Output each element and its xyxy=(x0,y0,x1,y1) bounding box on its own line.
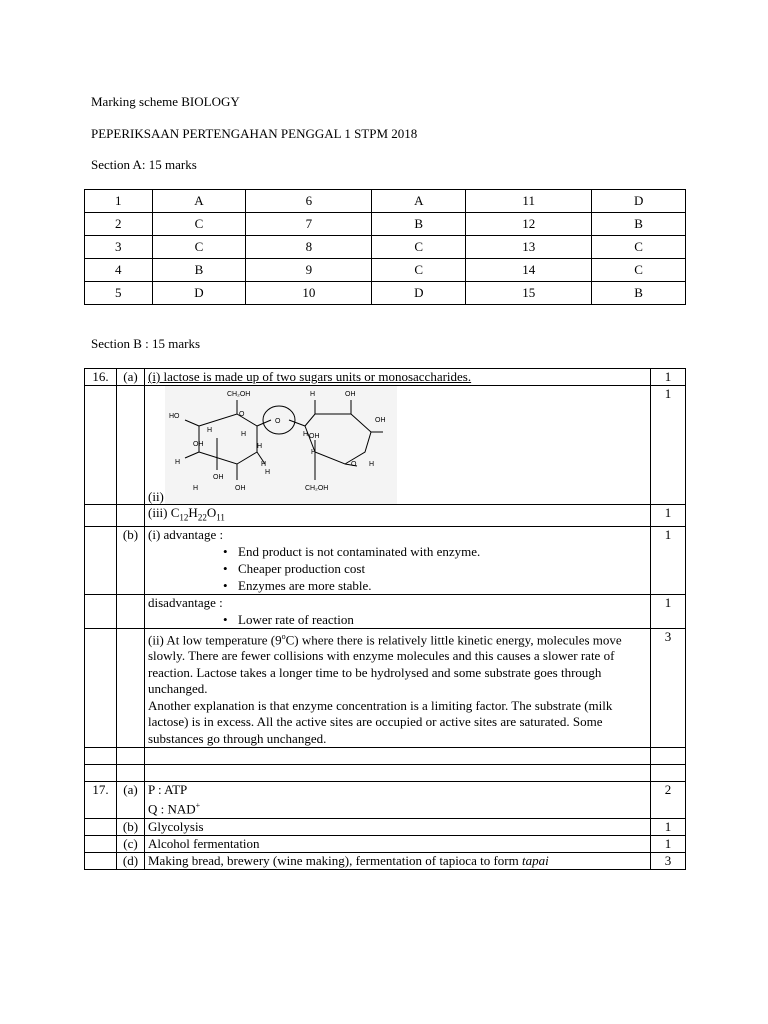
mark-cell: 1 xyxy=(651,818,686,835)
section-a-heading: Section A: 15 marks xyxy=(91,157,197,172)
lactose-structure-diagram xyxy=(165,386,397,504)
molecule-label: H xyxy=(240,431,246,438)
formula-part: 11 xyxy=(216,512,225,523)
mark-cell: 1 xyxy=(651,526,686,594)
disadvantage-list xyxy=(148,611,647,628)
molecule-label: O xyxy=(238,411,245,418)
mark-cell: 1 xyxy=(651,594,686,628)
answer-cell xyxy=(145,526,651,594)
molecule-label: OH xyxy=(344,391,356,398)
table-row xyxy=(85,628,686,748)
answer-cell: B xyxy=(592,213,686,236)
question-number-cell: 11 xyxy=(466,190,592,213)
molecule-label: H xyxy=(302,431,308,438)
mark-cell: 1 xyxy=(651,369,686,386)
answer-cell xyxy=(145,852,651,869)
molecule-label: H xyxy=(260,461,266,468)
answer-cell: C xyxy=(592,259,686,282)
section-b-marking-table xyxy=(84,368,686,870)
question-number-cell: 9 xyxy=(246,259,372,282)
answer-cell xyxy=(145,386,651,505)
molecule-label: OH xyxy=(234,485,246,492)
formula-part: H xyxy=(188,505,198,520)
answer-cell: C xyxy=(592,236,686,259)
table-row xyxy=(85,526,686,594)
answer-cell: D xyxy=(372,282,466,305)
mark-cell: 1 xyxy=(651,835,686,852)
mark-cell: 2 xyxy=(651,782,686,818)
answer-cell xyxy=(145,369,651,386)
degree-sign: o xyxy=(281,631,286,641)
formula-part: 12 xyxy=(179,512,189,523)
list-item: • End product is not contaminated with enzyme. xyxy=(238,543,647,560)
superscript: + xyxy=(195,801,201,811)
question-number-cell: 5 xyxy=(85,282,153,305)
mark-cell: 3 xyxy=(651,852,686,869)
formula-part: 22 xyxy=(197,512,207,523)
answer-cell: A xyxy=(152,190,246,213)
answer-cell: C xyxy=(372,259,466,282)
table-row xyxy=(85,818,686,835)
table-row xyxy=(85,282,686,305)
question-number-cell: 12 xyxy=(466,213,592,236)
molecule-label: OH xyxy=(192,441,204,448)
molecule-label: CH₂OH xyxy=(304,485,329,492)
table-row xyxy=(85,782,686,818)
table-row xyxy=(85,835,686,852)
answer-text: (ii) xyxy=(148,489,164,504)
molecule-label: H xyxy=(206,427,212,434)
answer-cell: Alcohol fermentation xyxy=(145,835,651,852)
table-row xyxy=(85,190,686,213)
table-row xyxy=(85,505,686,527)
molecule-label: CH₂OH xyxy=(226,391,251,398)
table-row xyxy=(85,765,686,782)
table-row xyxy=(85,852,686,869)
molecule-label: OH xyxy=(308,433,320,440)
answer-cell: B xyxy=(152,259,246,282)
part-label: (b) xyxy=(117,818,145,835)
section-a-answer-table xyxy=(84,189,686,305)
molecule-label: O xyxy=(274,418,281,425)
answer-cell: B xyxy=(592,282,686,305)
list-item: • Enzymes are more stable. xyxy=(238,577,647,594)
question-number-cell: 10 xyxy=(246,282,372,305)
part-label: (a) xyxy=(117,369,145,386)
molecule-label: H xyxy=(309,391,315,398)
answer-text: disadvantage : xyxy=(148,594,223,610)
advantage-list xyxy=(148,543,647,594)
answer-cell xyxy=(145,594,651,628)
part-label: (d) xyxy=(117,852,145,869)
molecule-label: H xyxy=(256,443,262,450)
table-row xyxy=(85,748,686,765)
text-part: (ii) At low temperature (9 xyxy=(148,631,282,647)
molecule-label: H xyxy=(264,469,270,476)
question-number-cell: 14 xyxy=(466,259,592,282)
question-number-cell: 3 xyxy=(85,236,153,259)
table-row xyxy=(85,369,686,386)
answer-text: Another explanation is that enzyme concentration is a limiting factor. The substrate (milk lactose) is in excess. All the active sites are occupied or active sites are saturated. Some substances go through unchanged. xyxy=(148,697,613,746)
table-row xyxy=(85,386,686,505)
section-b-heading: Section B : 15 marks xyxy=(91,336,201,351)
question-number-cell: 2 xyxy=(85,213,153,236)
list-item: • Lower rate of reaction xyxy=(238,611,647,628)
text-part: Q : NAD xyxy=(148,801,196,817)
molecule-label: H xyxy=(174,459,180,466)
molecule-label: H xyxy=(192,485,198,492)
answer-text xyxy=(148,629,647,698)
text-part: C) where there is relatively little kinetic energy, molecules move slowly. There are fewer collisions with enzyme molecules and this causes a slower rate of reaction. Lactose takes a longer time to be hydrolysed and some substrate goes through unchanged. xyxy=(148,631,622,697)
answer-cell: C xyxy=(152,236,246,259)
answer-text: Making bread, brewery (wine making), fermentation of tapioca to form xyxy=(148,852,522,868)
exam-title: PEPERIKSAAN PERTENGAHAN PENGGAL 1 STPM 2018 xyxy=(91,126,418,141)
table-row xyxy=(85,594,686,628)
answer-cell: A xyxy=(372,190,466,213)
mark-cell: 3 xyxy=(651,628,686,748)
molecule-label: HO xyxy=(168,413,180,420)
answer-text xyxy=(148,798,647,817)
formula-part: C xyxy=(170,505,180,520)
question-number-cell: 4 xyxy=(85,259,153,282)
mark-cell: 1 xyxy=(651,386,686,505)
answer-text: (i) advantage : xyxy=(148,526,224,542)
italic-term: tapai xyxy=(521,852,549,868)
part-label: (b) xyxy=(117,526,145,594)
formula-part: O xyxy=(206,505,217,520)
answer-cell xyxy=(145,628,651,748)
question-number: 16. xyxy=(85,369,117,386)
question-number-cell: 6 xyxy=(246,190,372,213)
answer-cell: C xyxy=(372,236,466,259)
answer-text: (i) lactose is made up of two sugars units or monosaccharides. xyxy=(148,369,472,384)
answer-cell: D xyxy=(152,282,246,305)
answer-cell xyxy=(145,505,651,527)
answer-cell: D xyxy=(592,190,686,213)
mark-cell: 1 xyxy=(651,505,686,527)
answer-cell: C xyxy=(152,213,246,236)
table-row xyxy=(85,213,686,236)
answer-cell: B xyxy=(372,213,466,236)
molecule-label: H xyxy=(310,449,316,456)
question-number: 17. xyxy=(85,782,117,818)
molecule-label: H xyxy=(368,461,374,468)
molecule-label: O xyxy=(350,461,357,468)
molecule-label: OH xyxy=(212,474,224,481)
question-number-cell: 13 xyxy=(466,236,592,259)
document-title: Marking scheme BIOLOGY xyxy=(91,94,240,109)
answer-text: P : ATP xyxy=(148,782,188,798)
part-label: (a) xyxy=(117,782,145,818)
table-row xyxy=(85,259,686,282)
answer-text: (iii) xyxy=(148,505,171,520)
table-row xyxy=(85,236,686,259)
question-number-cell: 8 xyxy=(246,236,372,259)
answer-cell: Glycolysis xyxy=(145,818,651,835)
list-item: • Cheaper production cost xyxy=(238,560,647,577)
question-number-cell: 7 xyxy=(246,213,372,236)
molecule-label: OH xyxy=(374,417,386,424)
part-label: (c) xyxy=(117,835,145,852)
answer-cell xyxy=(145,782,651,818)
question-number-cell: 15 xyxy=(466,282,592,305)
question-number-cell: 1 xyxy=(85,190,153,213)
